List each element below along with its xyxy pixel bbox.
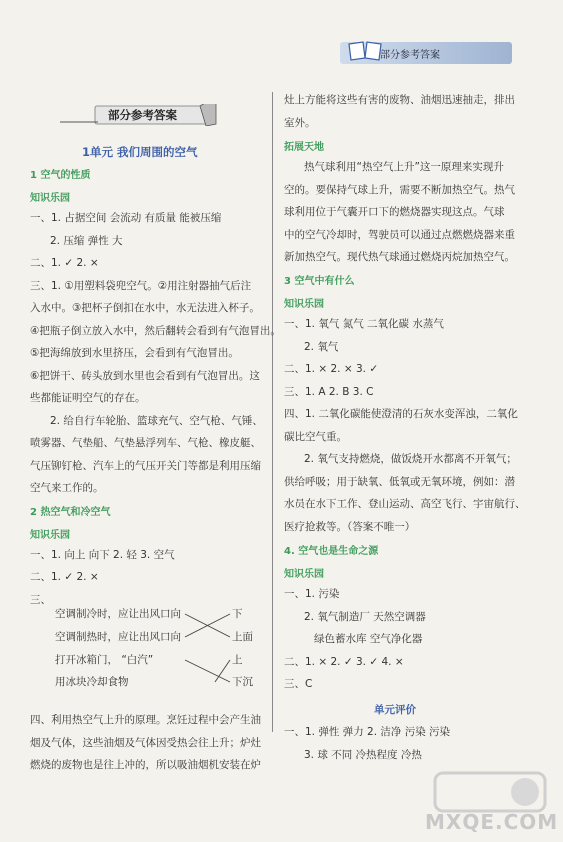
right-line: 碳比空气重。 [284, 431, 347, 443]
unit-review-heading: 单元评价 [374, 704, 416, 716]
left-line: 三、 [30, 594, 51, 606]
match-left-4: 用冰块冷却食物 [55, 676, 129, 688]
left-line: 二、1. ✓ 2. × [30, 571, 99, 583]
match-left-2: 空调制热时，应让出风口向 [55, 631, 181, 643]
header-banner-label: 部分参考答案 [380, 50, 440, 61]
left-line: 1 空气的性质 [30, 170, 91, 181]
right-line: 四、1. 二氧化碳能使澄清的石灰水变浑浊，二氧化 [284, 408, 518, 420]
right-line: 一、1. 弹性 弹力 2. 洁净 污染 污染 [284, 726, 451, 738]
left-line: 2. 压缩 弹性 大 [50, 235, 123, 247]
right-line: 绿色蓄水库 空气净化器 [314, 633, 423, 645]
right-line: 新加热空气。现代热气球通过燃烧丙烷加热空气。 [284, 251, 515, 263]
right-line: 2. 氧气支持燃烧，做饭烧开水都离不开氧气； [304, 453, 517, 465]
right-line: 水员在水下工作、登山运动、高空飞行、宇宙航行、 [284, 498, 526, 510]
left-line: 2. 给自行车轮胎、篮球充气、空气枪、气锤、 [50, 415, 263, 427]
watermark-text: MXQE.COM [425, 810, 559, 834]
right-line: 三、1. A 2. B 3. C [284, 386, 374, 398]
right-line: 2. 氧气 [304, 341, 339, 353]
right-line: 二、1. × 2. ✓ 3. ✓ 4. × [284, 656, 404, 668]
left-line: 空气来工作的。 [30, 482, 104, 494]
right-line: 4. 空气也是生命之源 [284, 546, 379, 557]
right-line: 中的空气冷却时，驾驶员可以通过点燃燃烧器来重 [284, 229, 515, 241]
right-line: 供给呼吸；用于缺氧、低氧或无氧环境，例如：潜 [284, 476, 515, 488]
right-line: 热气球利用“热空气上升”这一原理来实现升 [304, 161, 504, 173]
match-right-2: 上面 [232, 631, 253, 643]
left-line: ⑥把饼干、砖头放到水里也会看到有气泡冒出。这 [30, 370, 260, 382]
left-line: 些都能证明空气的存在。 [30, 392, 146, 404]
right-line: 一、1. 氧气 氮气 二氧化碳 水蒸气 [284, 318, 444, 330]
left-line: 燃烧的废物也是往上冲的，所以吸油烟机安装在炉 [30, 759, 261, 771]
right-line: 一、1. 污染 [284, 588, 340, 600]
right-line: 球利用位于气囊开口下的燃烧器实现这点。气球 [284, 206, 505, 218]
right-line: 三、C [284, 678, 313, 690]
left-line: 入水中。③把杯子倒扣在水中，水无法进入杯子。 [30, 302, 260, 314]
left-line: 一、1. 向上 向下 2. 轻 3. 空气 [30, 549, 175, 561]
unit-title: 1单元 我们周围的空气 [82, 145, 198, 159]
left-line: 烟及气体，这些油烟及气体因受热会往上升；炉灶 [30, 737, 261, 749]
right-line: 室外。 [284, 117, 316, 129]
left-line: 一、1. 占据空间 会流动 有质量 能被压缩 [30, 212, 222, 224]
right-line: 3 空气中有什么 [284, 276, 355, 287]
left-line: 知识乐园 [30, 530, 70, 541]
left-line: 知识乐园 [30, 193, 70, 204]
right-line: 知识乐园 [284, 569, 324, 580]
match-right-4: 下沉 [232, 676, 253, 688]
left-line: 喷雾器、气垫船、气垫悬浮列车、气枪、橡皮艇、 [30, 437, 261, 449]
right-line: 二、1. × 2. × 3. ✓ [284, 363, 379, 375]
match-right-3: 上 [232, 654, 243, 666]
left-line: 2 热空气和冷空气 [30, 507, 111, 518]
right-line: 灶上方能将这些有害的废物、油烟迅速抽走，排出 [284, 94, 515, 106]
match-left-1: 空调制冷时，应让出风口向 [55, 608, 181, 620]
right-line: 空的。要保持气球上升，需要不断加热空气。热气 [284, 184, 515, 196]
right-line: 2. 氧气制造厂 天然空调器 [304, 611, 426, 623]
left-line: 二、1. ✓ 2. × [30, 257, 99, 269]
left-line: 气压铆钉枪、汽车上的气压开关门等都是利用压缩 [30, 460, 261, 472]
left-line: ⑤把海绵放到水里挤压，会看到有气泡冒出。 [30, 347, 239, 359]
right-line: 拓展天地 [284, 142, 324, 153]
right-line: 医疗抢救等。（答案不唯一） [284, 521, 416, 533]
match-left-3: 打开冰箱门， “白汽” [55, 654, 154, 666]
left-line: 三、1. ①用塑料袋兜空气。②用注射器抽气后注 [30, 280, 252, 292]
right-line: 知识乐园 [284, 299, 324, 310]
left-line: ④把瓶子倒立放入水中，然后翻转会看到有气泡冒出。 [30, 325, 281, 337]
section-banner-title: 部分参考答案 [108, 108, 177, 122]
left-line: 四、利用热空气上升的原理。烹饪过程中会产生油 [30, 714, 261, 726]
match-right-1: 下 [232, 608, 243, 620]
right-line: 3. 球 不同 冷热程度 冷热 [304, 749, 422, 761]
